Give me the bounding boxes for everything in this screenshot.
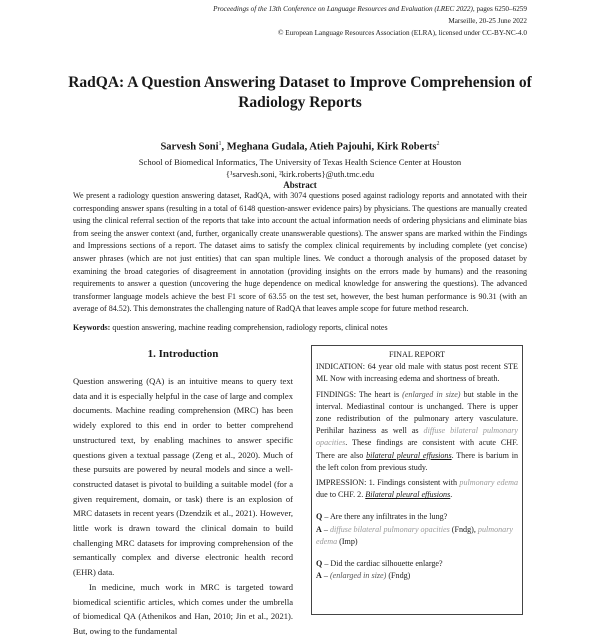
text: due to CHF. 2. — [316, 490, 366, 500]
text: (Fndg), — [449, 524, 478, 534]
section-heading: 1. Introduction — [147, 348, 219, 360]
author-1: Sarvesh Soni — [160, 141, 219, 153]
other-authors: , Meghana Gudala, Atieh Pajouhi, Kirk Roberts — [221, 141, 437, 153]
answer-span: bilateral pleural effusions — [366, 450, 452, 460]
answer-span: Bilateral pleural effusions — [365, 490, 451, 500]
paper-title: RadQA: A Question Answering Dataset to Improve Comprehension of Radiology Reports — [68, 74, 532, 111]
running-header — [213, 3, 527, 39]
qa-pair-2 — [316, 558, 518, 582]
report-heading: FINAL REPORT — [388, 350, 446, 359]
abstract-heading: Abstract — [283, 180, 317, 190]
qa-pair-1 — [316, 511, 518, 548]
text: (Fndg) — [386, 571, 411, 581]
text: but stable in the interval. Mediastinal contour is unchanged. There is upper zone redistribution of the pulmonary artery vasculature. Perihilar haziness as well as — [316, 389, 518, 436]
a-label: A — [316, 571, 322, 581]
text: . These findings are consistent with acute CHF. There are also — [316, 438, 518, 460]
text: – — [321, 524, 330, 534]
affiliation: School of Biomedical Informatics, The University of Texas Health Science Center at Houston — [138, 157, 462, 167]
email: {¹sarvesh.soni, ²kirk.roberts}@uth.tmc.edu — [225, 169, 375, 179]
authors — [40, 141, 560, 153]
paragraph: In medicine, much work in MRC is targeted toward biomedical scientific articles, which comes under the umbrella of biomedical QA (Athenikos and Han, 2010; Jin et al., 2021). But, owing to the fundamental — [73, 581, 293, 636]
a-label: A — [316, 524, 322, 534]
keywords — [73, 323, 527, 332]
answer-span: diffuse bilateral pulmonary opacities — [316, 426, 519, 448]
question: – Are there any infiltrates in the lung? — [322, 512, 448, 522]
text: IMPRESSION: 1. Findings consistent with — [316, 478, 460, 488]
pages: , pages 6250–6259 — [472, 5, 527, 13]
paragraph: Question answering (QA) is an intuitive means to query text data and it is especially helpful in the case of large and complex documents. Machine reading comprehension (MRC) has been widely explored to this end in order to better comprehend unstructured text, by enabling machines to answer specific questions given a textual passage (Zeng et al., 2020). Much of these pursuits are powered by neural models and since a well-constructed dataset is pivotal to building a suitable model (for a given requirement, domain, or task) there is an explosion of MRC datasets in recent years (Dzendzik et al., 2021). However, little work is drawn toward the clinical domain to build challenging MRC datasets for improving comprehension of the semantically complex and diverse electronic health record (EHR) data. — [73, 376, 293, 578]
findings — [316, 389, 518, 474]
text: – — [321, 571, 330, 581]
text: . There is barium in the left colon from previous study. — [316, 450, 518, 472]
location: Marseille, 20-25 June 2022 — [448, 17, 527, 25]
proceedings: Proceedings of the 13th Conference on Language Resources and Evaluation (LREC 2022) — [213, 5, 473, 13]
introduction-body — [73, 374, 293, 639]
impression — [316, 477, 518, 501]
text: (Imp) — [337, 536, 358, 546]
question: – Did the cardiac silhouette enlarge? — [322, 559, 443, 569]
keywords-text: question answering, machine reading comprehension, radiology reports, clinical notes — [110, 323, 388, 332]
superscript: 1 — [218, 141, 222, 147]
answer: pulmonary edema — [316, 524, 513, 546]
indication: INDICATION: 64 year old male with status post recent STE MI. Now with increasing edema and shortness of breath. — [316, 362, 518, 384]
affiliation-block — [40, 156, 560, 180]
answer-span: (enlarged in size) — [402, 389, 461, 399]
q-label: Q — [316, 512, 323, 522]
report-figure — [311, 345, 523, 615]
superscript: 2 — [436, 141, 440, 147]
answer: (enlarged in size) — [329, 571, 387, 581]
text: . — [450, 490, 453, 500]
keywords-label: Keywords: — [73, 323, 111, 332]
q-label: Q — [316, 559, 323, 569]
license: © European Language Resources Association (ELRA), licensed under CC-BY-NC-4.0 — [278, 29, 527, 37]
text: FINDINGS: The heart is — [316, 389, 403, 399]
answer-span: pulmonary edema — [459, 478, 518, 488]
answer: diffuse bilateral pulmonary opacities — [329, 524, 450, 534]
abstract-text: We present a radiology question answering dataset, RadQA, with 3074 questions posed against radiology reports and annotated with their corresponding answer spans (resulting in a total of 6148 question-answer evidence pairs) by physicians. The questions are manually created using the clinical referral section of the reports that take into account the actual information needs of ordering physicians and eliminate bias from seeing the answer context (and, further, organically create unanswerable questions). The answer spans are marked within the Findings and Impressions sections of a report. The dataset aims to satisfy the complex clinical requirements by including complete (yet concise) answer phrases (which are not just entities) that can span multiple lines. We conduct a thorough analysis of the proposed dataset by examining the broad categories of disagreement in annotation (providing insights on the errors made by humans) and the reasoning requirements to answer a question (uncovering the huge dependence on medical knowledge for answering the questions). The advanced transformer language models achieve the best F1 score of 63.55 on the test set, however, the best human performance is 90.31 (with an average of 84.52). This demonstrates the challenging nature of RadQA that leaves ample scope for future method research. — [73, 191, 527, 314]
